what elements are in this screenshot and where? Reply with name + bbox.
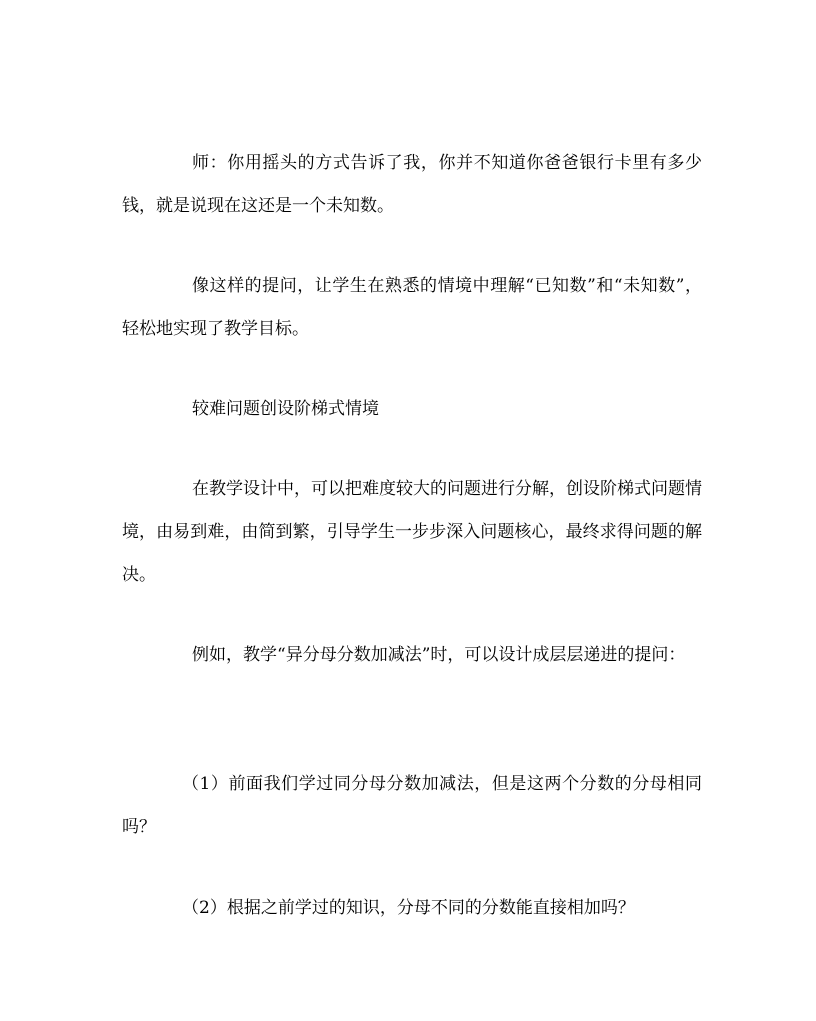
paragraph-design: 在教学设计中，可以把难度较大的问题进行分解，创设阶梯式问题情境，由易到难，由简到繁，引导学生一步步深入问题核心，最终求得问题的解决。 xyxy=(122,479,702,585)
section-heading: 较难问题创设阶梯式情境 xyxy=(192,399,379,419)
paragraph-example: 例如，教学“异分母分数加减法”时，可以设计成层层递进的提问： xyxy=(192,645,686,665)
paragraph-teacher-remark: 师：你用摇头的方式告诉了我，你并不知道你爸爸银行卡里有多少钱，就是说现在这还是一个未知数。 xyxy=(122,153,702,216)
question-item-2: （2）根据之前学过的知识，分母不同的分数能直接相加吗？ xyxy=(182,898,635,918)
paragraph-known-unknown: 像这样的提问，让学生在熟悉的情境中理解“已知数”和“未知数”，轻松地实现了教学目标。 xyxy=(122,276,702,339)
question-item-1: （1）前面我们学过同分母分数加减法，但是这两个分数的分母相同吗？ xyxy=(122,774,702,837)
